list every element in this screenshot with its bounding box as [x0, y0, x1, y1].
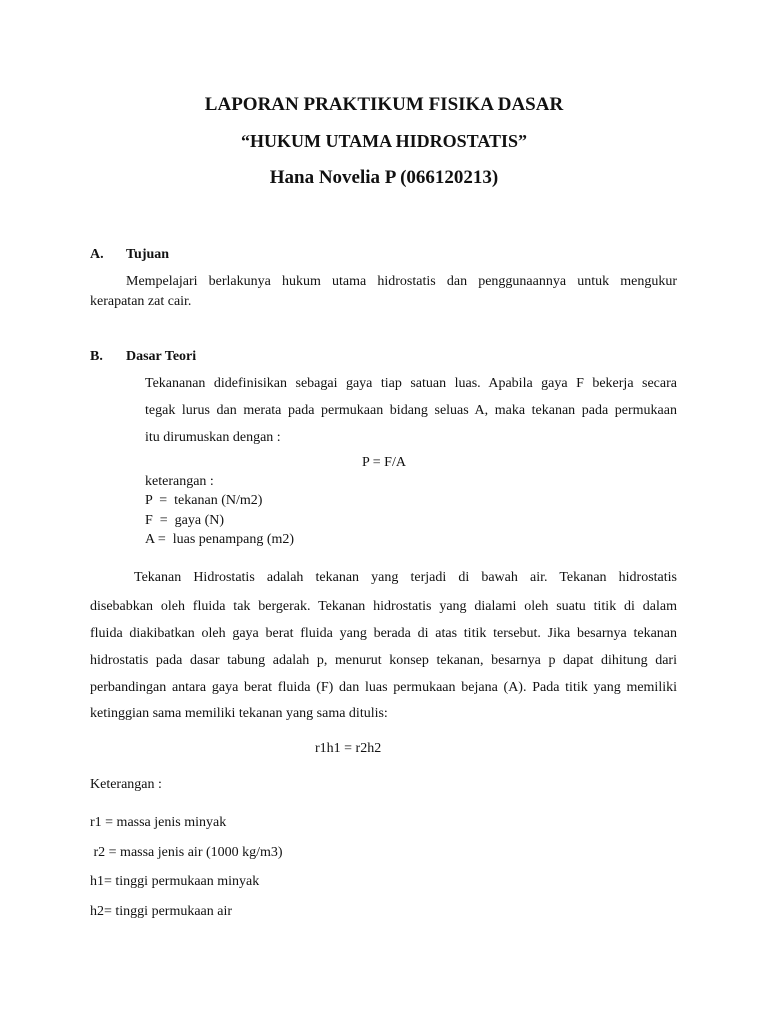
legend-1-item-p: P = tekanan (N/m2)	[145, 493, 263, 508]
section-b-heading: Dasar Teori	[126, 349, 197, 364]
legend-2-item-h1: h1= tinggi permukaan minyak	[90, 874, 260, 889]
para-2-line-6: ketinggian sama memiliki tekanan yang sama ditulis:	[90, 706, 388, 721]
legend-2-item-r2: r2 = massa jenis air (1000 kg/m3)	[90, 845, 283, 860]
para-2-line-2: disebabkan oleh fluida tak bergerak. Tekanan hidrostatis yang dialami oleh suatu titik di dalam	[90, 599, 677, 614]
document-subtitle: “HUKUM UTAMA HIDROSTATIS”	[240, 131, 528, 151]
document-title: LAPORAN PRAKTIKUM FISIKA DASAR	[204, 94, 564, 115]
legend-1-item-f: F = gaya (N)	[145, 513, 225, 528]
section-a-heading: Tujuan	[126, 247, 170, 262]
formula-pressure: P = F/A	[362, 455, 406, 470]
para-2-line-3: fluida diakibatkan oleh gaya berat fluida yang berada di atas titik tersebut. Jika besarnya tekanan	[90, 626, 677, 641]
legend-2-item-h2: h2= tinggi permukaan air	[90, 904, 233, 919]
section-a-letter: A.	[90, 247, 104, 262]
para-2-line-4: hidrostatis pada dasar tabung adalah p, menurut konsep tekanan, besarnya p dapat dihitung dari	[90, 653, 677, 668]
document-author: Hana Novelia P (066120213)	[269, 167, 499, 188]
legend-1-title: keterangan :	[145, 474, 214, 489]
theory-intro-line-1: Tekananan didefinisikan sebagai gaya tiap satuan luas. Apabila gaya F bekerja secara	[145, 376, 677, 391]
formula-hydrostatic: r1h1 = r2h2	[315, 741, 382, 756]
section-a-line-2: kerapatan zat cair.	[90, 294, 192, 309]
theory-intro-line-2: tegak lurus dan merata pada permukaan bidang seluas A, maka tekanan pada permukaan	[145, 403, 677, 418]
section-a-line-1: Mempelajari berlakunya hukum utama hidrostatis dan penggunaannya untuk mengukur	[126, 274, 677, 289]
para-2-line-5: perbandingan antara gaya berat fluida (F) dan luas permukaan bejana (A). Pada titik yang memiliki	[90, 680, 677, 695]
legend-1-item-a: A = luas penampang (m2)	[145, 532, 295, 547]
legend-2-item-r1: r1 = massa jenis minyak	[90, 815, 227, 830]
para-2-line-1: Tekanan Hidrostatis adalah tekanan yang terjadi di bawah air. Tekanan hidrostatis	[134, 570, 677, 585]
section-b-letter: B.	[90, 349, 103, 364]
legend-2-title: Keterangan :	[90, 777, 162, 792]
theory-intro-line-3: itu dirumuskan dengan :	[145, 430, 281, 445]
